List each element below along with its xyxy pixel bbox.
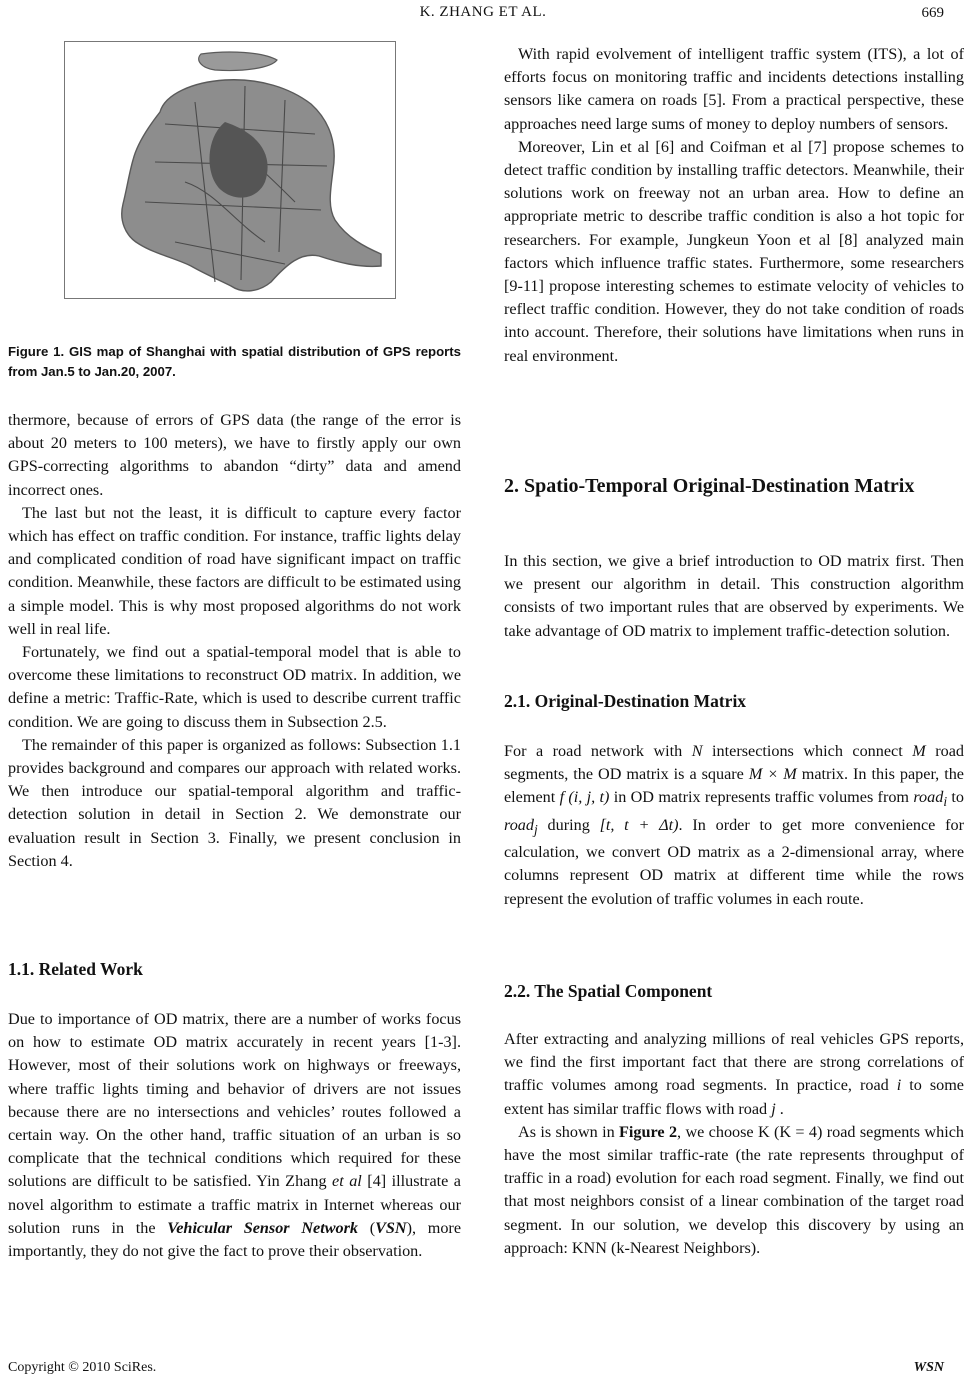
page-footer bbox=[0, 1360, 966, 1380]
paragraph: The remainder of this paper is organized as follows: Subsection 1.1 provides background and compares our approach with related works. We then introduce our spatial-temporal algorithm and traffic-detection solution in detail in Section 2. We demonstrate our evaluation result in Section 3. Finally, we present conclusion in Section 4. bbox=[8, 735, 461, 870]
related-work-paragraph: Due to importance of OD matrix, there are a number of works focus on how to estimate OD matrix accurately in recent years [1-3]. However, most of their solutions work on highways or freeways, where traffic lights timing and behavior of drivers are not issues because there are no intersections and vehicles’ routes followed a certain way. On the other hand, traffic situation of an urban is so complicate that the technical conditions which required for these solutions are difficult to be satisfied. Yin Zhang et al [4] illustrate a novel algorithm to estimate a traffic matrix in Internet whereas our solution runs in the Vehicular Sensor Network (VSN), more importantly, they do not give the fact to prove their observation. bbox=[8, 1010, 462, 1261]
left-body bbox=[8, 409, 461, 873]
paragraph: The last but not the least, it is difficult to capture every factor which has effect on traffic condition. For instance, traffic lights delay and complicated condition of road have significant impact on traffic condition. Meanwhile, these factors are difficult to be estimated using a simple model. This is why most proposed algorithms do not work well in real life. bbox=[8, 503, 461, 638]
shanghai-map-graphic bbox=[65, 42, 395, 298]
section-2-heading: 2. Spatio-Temporal Original-Destination Matrix bbox=[504, 475, 915, 497]
island-shape bbox=[199, 52, 277, 71]
spatial-paragraph-2: As is shown in Figure 2, we choose K (K = 4) road segments which have the most similar traffic-rate (the rate represents throughput of traffic in a road) evolution for each road segment. Finally, we find out that most neighbors consist of a linear combination of the target road segment. In our solution, we develop this discovery by using an approach: KNN (k-Nearest Neighbors). bbox=[504, 1122, 964, 1257]
paragraph: Fortunately, we find out a spatial-temporal model that is able to overcome these limitations to reconstruct OD matrix. In addition, we define a metric: Traffic-Rate, which is used to describe current traffic condition. We are going to discuss them in Subsection 2.5. bbox=[8, 643, 461, 731]
right-body bbox=[504, 43, 964, 368]
running-header bbox=[0, 4, 966, 26]
page-number: 669 bbox=[921, 5, 944, 21]
spatial-paragraph-1: After extracting and analyzing millions of real vehicles GPS reports, we find the first important fact that there are strong correlations of traffic volumes among road segments. In practice, road i to some extent has similar traffic flows with road j . bbox=[504, 1030, 964, 1118]
paragraph: thermore, because of errors of GPS data (the range of the error is about 20 meters to 100 meters), we have to firstly apply our own GPS-correcting algorithms to abandon “dirty” data and amend incorrect ones. bbox=[8, 411, 461, 499]
section-2-1-heading: 2.1. Original-Destination Matrix bbox=[504, 691, 747, 711]
journal-name: WSN bbox=[913, 1360, 944, 1375]
paragraph: With rapid evolvement of intelligent traffic system (ITS), a lot of efforts focus on monitoring traffic and incidents detections installing sensors like camera on roads [5]. From a practical perspective, these approaches need large sums of money to deploy numbers of sensors. bbox=[504, 45, 964, 133]
figure-1-caption: Figure 1. GIS map of Shanghai with spatial distribution of GPS reports from Jan.5 to Jan.20, 2007. bbox=[8, 344, 461, 379]
paragraph: Moreover, Lin et al [6] and Coifman et al [7] propose schemes to detect traffic condition by installing traffic detectors. Meanwhile, their solutions work on freeway not an urban area. How to define an appropriate metric to describe traffic condition is also a hot topic for researchers. For example, Jungkeun Yoon et al [8] analyzed main factors which influence traffic states. Furthermore, some researchers [9-11] propose interesting schemes to estimate velocity of vehicles to reflect traffic condition. However, they do not take condition of roads into account. Therefore, their solutions have limitations when runs in real environment. bbox=[504, 137, 964, 365]
section-2-2-heading: 2.2. The Spatial Component bbox=[504, 981, 713, 1001]
copyright-text: Copyright © 2010 SciRes. bbox=[8, 1360, 157, 1375]
section-1-1-heading: 1.1. Related Work bbox=[8, 959, 143, 979]
section-2-intro: In this section, we give a brief introduction to OD matrix first. Then we present our algorithm in detail. This construction algorithm consists of two important rules that are observed by experiments. We take advantage of OD matrix to implement traffic-detection solution. bbox=[504, 552, 964, 640]
od-matrix-paragraph: For a road network with N intersections which connect M road segments, the OD matrix is a square M × M matrix. In this paper, the element f (i, j, t) in OD matrix represents traffic volumes from road$_i$ to road$_j$ during [t, t + Δt). In order to get more convenience for calculation, we convert OD matrix as a 2-dimensional array, where columns represent OD matrix at different time while the rows represent the evolution of traffic volumes in each route. bbox=[504, 742, 965, 908]
running-title: K. ZHANG ET AL. bbox=[419, 4, 547, 20]
figure-1-map bbox=[64, 41, 396, 299]
